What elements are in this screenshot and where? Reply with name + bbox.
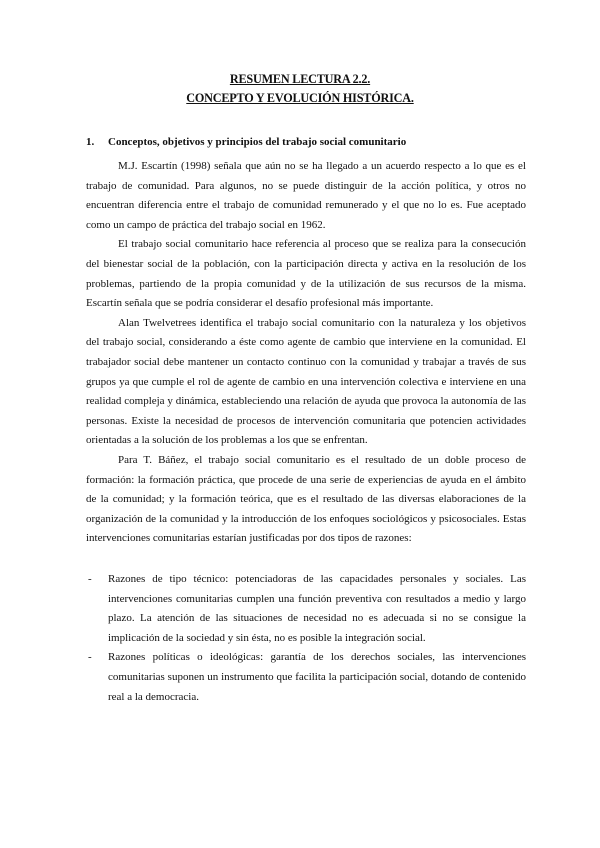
- reasons-list: [86, 570, 526, 707]
- list-item: [86, 570, 526, 648]
- bullet-dash: -: [88, 573, 92, 585]
- bullet-dash: -: [88, 651, 92, 664]
- document-title-block: [0, 70, 600, 108]
- paragraph: M.J. Escartín (1998) señala que aún no se ha llegado a un acuerdo respecto a lo que es el trabajo de comunidad. Para algunos, no se puede distinguir de la acción política, y otros no encuentran diferencia entre el trabajo de comunidad remunerado y el que no lo es. Fue aceptado como un campo de práctica del trabajo social en 1962.: [86, 160, 526, 231]
- paragraph: Alan Twelvetrees identifica el trabajo social comunitario con la naturaleza y los objetivos del trabajo social, considerando a éste como agente de cambio que interviene en la comunidad. El trabajador social debe mantener un contacto continuo con la comunidad y trabajar a través de sus grupos ya que cumple el rol de agente de cambio en una intervención colectiva e interviene en una realidad compleja y dinámica, estableciendo una relación de ayuda que provoca la autonomía de las personas. Existe la necesidad de procesos de intervención comunitaria que potencien actividades orientadas a la solución de los problemas a los que se enfrentan.: [86, 316, 526, 447]
- section-heading: [86, 134, 526, 150]
- list-item-text: Razones políticas o ideológicas: garantía de los derechos sociales, las intervenciones comunitarias suponen un instrumento que facilita la participación social, dotando de contenido real a la democracia.: [108, 651, 526, 703]
- section-number: 1.: [86, 136, 95, 148]
- document-subtitle: CONCEPTO Y EVOLUCIÓN HISTÓRICA.: [186, 91, 414, 105]
- list-item: [86, 648, 526, 707]
- paragraph: El trabajo social comunitario hace referencia al proceso que se realiza para la consecución del bienestar social de la población, con la participación directa y activa en la resolución de los problemas, partiendo de la propia comunidad y de la utilización de sus recursos de la misma. Escartín señala que se podría considerar el desafío profesional más importante.: [86, 238, 526, 310]
- section-title: Conceptos, objetivos y principios del trabajo social comunitario: [108, 136, 407, 148]
- list-item-text: Razones de tipo técnico: potenciadoras de las capacidades personales y sociales. Las intervenciones comunitarias cumplen una función preventiva con resultados a medio y largo plazo. La atención de las situaciones de necesidad no es adecuada si no se consigue la implicación de la sociedad y sin ésta, no es posible la integración social.: [108, 573, 526, 644]
- paragraph: Para T. Báñez, el trabajo social comunitario es el resultado de un doble proceso de formación: la formación práctica, que procede de una serie de experiencias de ayuda en el ámbito de la comunidad; y la formación teórica, que es el resultado de las diversas elaboraciones de la organización de la comunidad y la introducción de los enfoques sociológicos y psicosociales. Estas intervenciones comunitarias estarían justificadas por dos tipos de razones:: [86, 453, 526, 545]
- body-text: [86, 157, 526, 549]
- document-title: RESUMEN LECTURA 2.2.: [229, 72, 371, 86]
